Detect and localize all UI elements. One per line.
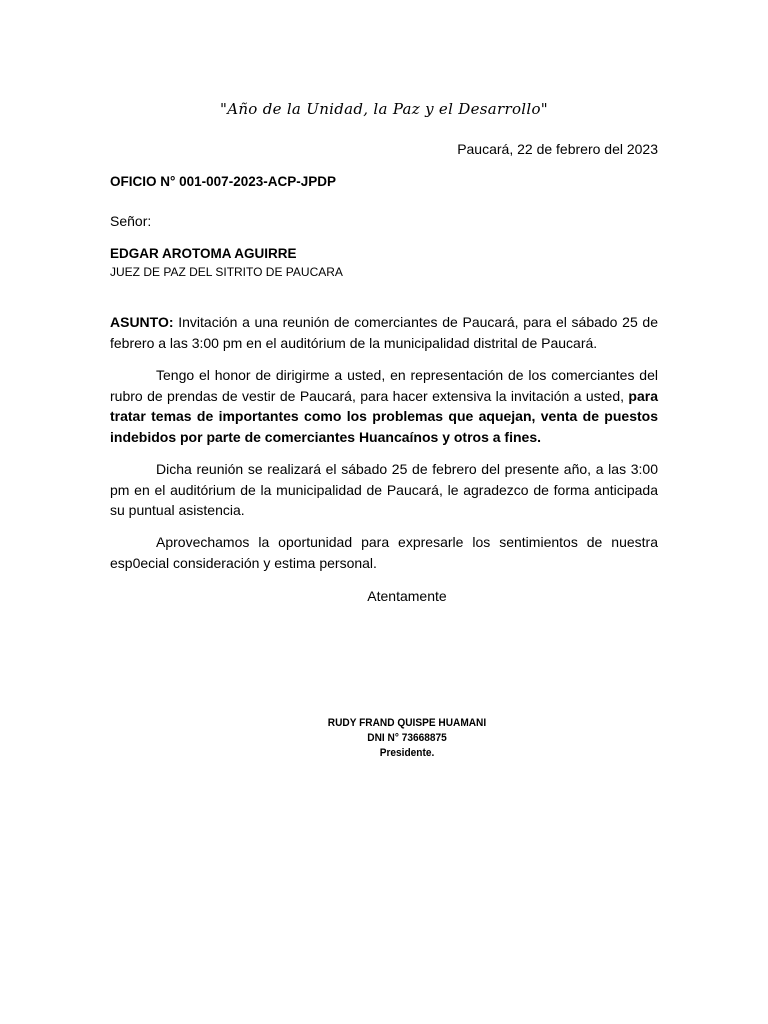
body-paragraph-1-bold: para tratar temas de importantes como los problemas que aquejan, venta de puestos indebidos por parte de comerciantes Huancaínos y otros a fines. — [110, 387, 658, 445]
body-paragraph-1 — [110, 365, 658, 447]
body-paragraph-3: Aprovechamos la oportunidad para expresarle los sentimientos de nuestra esp0ecial consideración y estima personal. — [110, 534, 658, 571]
signature-block — [0, 716, 768, 761]
signer-dni: DNI N° 73668875 — [367, 732, 447, 744]
salutation: Señor: — [110, 213, 152, 229]
recipient-name: EDGAR AROTOMA AGUIRRE — [110, 246, 297, 261]
subject-label: ASUNTO: — [110, 314, 174, 330]
subject-text: Invitación a una reunión de comerciantes de Paucará, para el sábado 25 de febrero a las 3:00 pm en el auditórium de la municipalidad distrital de Paucará. — [110, 314, 658, 351]
body-paragraph-1-normal: Tengo el honor de dirigirme a usted, en representación de los comerciantes del rubro de prendas de vestir de Paucará, para hacer extensiva la invitación a usted, — [110, 367, 658, 404]
signer-role: Presidente. — [379, 747, 435, 759]
date-line: Paucará, 22 de febrero del 2023 — [457, 141, 658, 157]
year-motto: "Año de la Unidad, la Paz y el Desarrollo" — [220, 100, 548, 118]
recipient-title: JUEZ DE PAZ DEL SITRITO DE PAUCARA — [110, 265, 343, 279]
signer-name: RUDY FRAND QUISPE HUAMANI — [327, 717, 487, 729]
subject-paragraph — [110, 312, 658, 353]
oficio-number: OFICIO N° 001-007-2023-ACP-JPDP — [110, 174, 336, 189]
closing: Atentamente — [367, 588, 447, 604]
body-paragraph-2: Dicha reunión se realizará el sábado 25 de febrero del presente año, a las 3:00 pm en el auditórium de la municipalidad de Paucará, le agradezco de forma anticipada su puntual asistencia. — [110, 461, 658, 518]
